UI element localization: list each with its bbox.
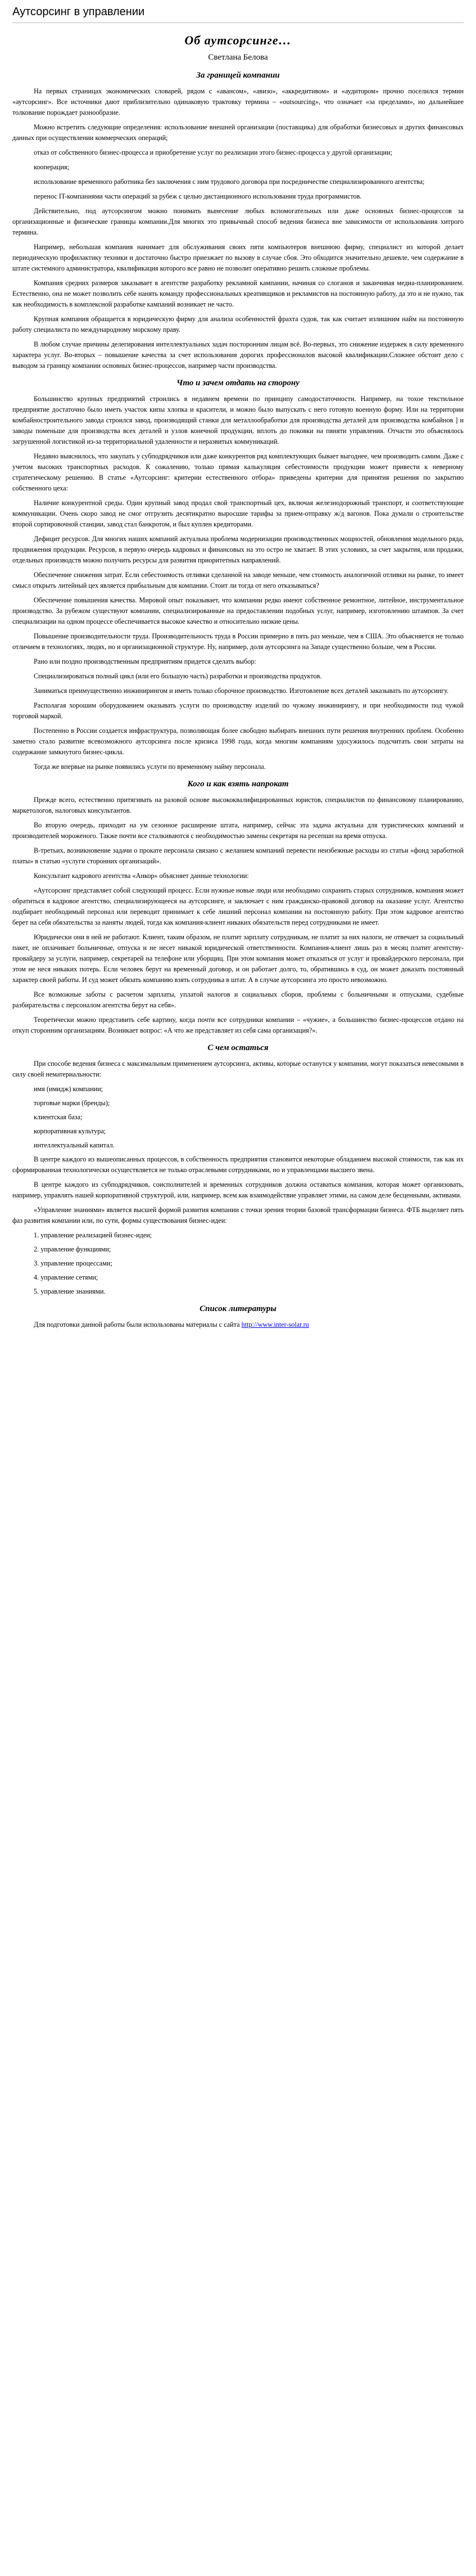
paragraph: В-третьих, возникновение задачи о прокате персонала связано с желанием компаний перевести неизбежные расходы из статьи «фонд заработной платы» в статью «услуги сторонних организаций». — [12, 846, 464, 865]
paragraph: Действительно, под аутсорсингом можно понимать вынесение любых вспомогательных или даже основных бизнес-процессов за организационные и физические границы компании.Для многих это привычный способ ведения бизнеса вне зависимости от использования хитрого термина. — [12, 207, 464, 236]
paragraph: Заниматься преимущественно инжинирингом и иметь только сборочное производство. Изготовление всех деталей заказывать по аутсорсингу. — [34, 687, 449, 695]
paragraph: кооперация; — [34, 163, 69, 171]
list-item: 2. управление функциями; — [34, 1245, 111, 1253]
paragraph: Все возможные заботы с расчетом зарплаты, уплатой налогов и социальных сборов, проблемы с больничными и отпусками, судебные разбирательства с персоналом агентства берут на себя». — [12, 990, 464, 1009]
paragraph: Юридически они в ней не работают. Клиент, таким образом, не платит зарплату сотрудникам, не платит за них налоги, не отвечает за социальный пакет, не оплачивает больничные, отпуска и не несет никакой юридической ответственности. Компания-клиент лишь раз в месяц платит агентству-провайдеру за услуги, например, секретарей на телефоне или уборщиц. При этом компания может отказаться от услуг и провайдерского персонала, при этом не неся никаких потерь. Если человек берут на временный договор, и он работает долго, то, обратившись в суд, он может доказать постоянный характер своей работы. И суд может обязать компанию взять сотрудника в штат. А в случае аутсорсинга это просто невозможно. — [12, 933, 464, 984]
paragraph: При способе ведения бизнеса с максимальным применением аутсорсинга, активы, которые останутся у компании, могут показаться невесомыми в силу своей нематериальности: — [12, 1060, 464, 1078]
paragraph: Большинство крупных предприятий строились в недавнем времени по принципу самодостаточности. Например, на тохое текстильное предприятие достаточно было иметь участок кипы хлопка и красители, и можно было выпускать с него готовую военную форму. Или на территории комбайностроительного завода строился завод, производящий станки для металлообработки для производства деталей для производства комбайнов ] и заводы поменьше для производства всех деталей и узлов конечной продукции, вплоть до поковки на пяняти управления. Отчасти это объяснялось загрушенной логистикой из-за территориальной удаленности и неразвитых коммуникаций. — [12, 395, 464, 445]
list-item: 3. управление процессами; — [34, 1259, 112, 1267]
paragraph: В центре каждого из вышеописанных процессов, в собственность предприятия становится некоторые обладанием высокой стоимости, так как их сформированная технологически осуществляется не только отраслевыми сотрудниками, но и управленцами высшего звена. — [12, 1155, 464, 1174]
paragraph: Во вторую очередь, приходит на ум сезонное расширение штата, например, сейчас эта задача актуальна для туристических компаний и производителей мороженого. Также почти все сталкиваются с необходимостью замены секретаря на ресепшн на время отпуска. — [12, 821, 464, 840]
paragraph: «Аутсорсинг представляет собой следующий процесс. Если нужные новые люди или необходимо сохранить старых сотрудников, компания может обратиться в кадровое агентство, специализирующееся на аутсорсинге, и заключает с ним гражданско-правовой договор на оказание услуг. Агентство подбирает необходимый персонал или переводит принимает к себе лишний персонал компании на постоянную работу. При этом кадровое агентство берет на себя обязательства за наняты людей, тогда как компания-клиент никаких обязательств перед сотрудниками не имеет. — [12, 886, 464, 926]
section-heading: С чем остаться — [207, 1043, 269, 1052]
paragraph: перенос IT-компаниями части операций за рубеж с целью дистанционного использования труда программистов. — [34, 192, 362, 200]
paragraph: Например, небольшая компания нанимает для обслуживания своих пяти компьютеров внешнюю фирму, специалист из которой делает периодическую профилактику техники и достаточно быстро приезжает по вызову в случае сбоя. Это обходится значительно дешевле, чем содержание в штате системного администратора, квалификация которого все равно не позволит оперативно решить сложные проблемы. — [12, 243, 464, 272]
list-item: 5. управление знаниями. — [34, 1287, 106, 1295]
paragraph: Прежде всего, естественно притягивать на разовой основе высококвалифицированных юристов, специалистов по финансовому планированию, маркетологов, налоговых консультантов. — [12, 796, 464, 814]
list-item: имя (имидж) компании; — [34, 1085, 103, 1093]
list-item: торговые марки (бренды); — [34, 1099, 110, 1107]
paragraph: Рано или поздно производственным предприятиям придется сделать выбор: — [34, 657, 256, 665]
section-heading: Что и зачем отдать на сторону — [176, 379, 300, 388]
paragraph: Постепенно в России создается инфраструктура, позволяющая более свободно выбирать внешних пути решения внутренних проблем. Особенно заметно стало развитие всевозможного аутсорсинга после кризиса 1998 года, когда многим компаниям удосужилось подсчитать свои затраты на содержание замкнутого бизнес-цикла. — [12, 727, 464, 756]
article-body — [12, 69, 464, 1330]
paragraph: Специализироваться полный цикл (или его большую часть) разработки и производства продуктов. — [34, 672, 322, 680]
article-title: Об аутсорсинге… — [184, 33, 292, 47]
section-heading: Кого и как взять напрокат — [187, 780, 289, 789]
list-item: 1. управление реализацией бизнес-идеи; — [34, 1231, 152, 1239]
paragraph: Наличие конкурентной среды. Один крупный завод продал свой транспортный цех, включая железнодорожный транспорт, и соответствующие коммуникации. Очень скоро завод не смог отгрузить десятикратно выросшие тарифы за прием-отправку ж/д вагонов. Пока думали о строительстве второй сортировочной станции, завод стал банкротом, и был куплен кредиторами. — [12, 499, 464, 528]
list-item: корпоративная культура; — [34, 1127, 106, 1135]
paragraph: Крупная компания обращается в юридическую фирму для анализа особенностей фрахта судов, так как считает излишним найм на постоянную работу специалиста по международному морскому праву. — [12, 315, 464, 334]
paragraph: Располагая хорошим оборудованием оказывать услуги по производству изделий по чужому инжинирингу, и при необходимости под чужой торговой маркой. — [12, 701, 464, 720]
paragraph: В центре каждого из субподрядчиков, соисполнителей и временных сотрудников должна оставаться компания, которая может организовать, например, управлять нашей корпоративной структурой, или, например, всем как взаимодействие управляет этими, на самом деле бесценными, активами. — [12, 1181, 464, 1199]
paragraph: Консультант кадрового агентства «Анкор» объясняет данные технологии: — [34, 872, 249, 880]
list-item: интеллектуальный капитал. — [34, 1141, 115, 1149]
paragraph: Можно встретить следующие определения: использование внешней организации (поставщика) для обработки бизнесовых и других финансовых данных при осуществлении коммерческих операций; — [12, 123, 464, 142]
article-author: Светлана Белова — [208, 53, 268, 62]
source-link[interactable]: http://www.inter-solar.ru — [241, 1321, 309, 1328]
paragraph: Теоретически можно представить себе картину, когда почти все сотрудники компании – «чужие», а большинство бизнес-процессов отдано на откуп сторонним организациям. Возникает вопрос: «А что же представляет из себя сама организация?». — [12, 1016, 464, 1034]
paragraph: Дефицит ресурсов. Для многих наших компаний актуальна проблема модернизации производственных мощностей, обновления модельного ряда, продвижения продукции. Ресурсов, в первую очередь кадровых и финансовых на это остро не хватает. В этих условиях, за счет закрытия, или продажи, отдельных производств можно получить ресурсы для развития приоритетных направлений. — [12, 535, 464, 564]
paragraph: Обеспечение повышения качества. Мировой опыт показывает, что компании редко имеют собственное ремонтное, литейное, инструментальное производство. За рубежом существуют компании, специализированные на предоставлении подобных услуг, например, изготовлению штампов. За счет специализации на одном процессе обеспечивается высокое качество и относительно низкие цены. — [12, 596, 464, 625]
paragraph: На первых страницах экономических словарей, рядом с «авансом», «авизо», «аккредитивом» и «аудитором» прочно поселился термин «аутсорсинг». Все источники дают приблизительно одинаковую трактовку термина – «outsourcing», что означает «за пределами», но дальнейшее толкование порождает разнообразие. — [12, 87, 464, 116]
section-heading: Список литературы — [200, 1304, 276, 1313]
document-header-title: Аутсорсинг в управлении — [12, 3, 464, 23]
paragraph: Недавно выяснилось, что закупать у субподрядчиков или даже конкурентов ряд комплектующих бывает выгоднее, чем производить самим. Даже с учетом высоких транспортных расходов. К сожалению, только прямая калькуляция себестоимости продукции может привести к неверному стратегическому решению. В статье «Аутсорсинг: критерии естественного отбора» приведены критерии для принятия решения по закрытию собственного цеха: — [12, 452, 464, 492]
paragraph: использование временного работника без заключения с ним трудового договора при посредничестве специализированного агентства; — [34, 178, 425, 186]
list-item: 4. управление сетями; — [34, 1273, 98, 1281]
paragraph: Компания средних размеров заказывает в агентстве разработку рекламной кампании, начиная со слоганов и заканчивая медиа-планированием. Естественно, она не может позволить себе нанять команду профессиональных креативщиков и рекламистов на постоянную работу, да это и не нужно, так как необходимость в комплексной разработке кампаний возникает не часто. — [12, 279, 464, 308]
paragraph: В любом случае причины делегирования интеллектуальных задач посторонним лицам всё. Во-первых, это снижение издержек в силу временного характера услуг. Во-вторых – повышение качества за счет использования дорогих профессионалов высокой квалификации.Сложнее обстоит дело с выводом за границу компании основных бизнес-процессов, например части производства. — [12, 340, 464, 370]
paragraph: Для подготовки данной работы были использованы материалы с сайта http://www.inter-solar.ru — [34, 1321, 309, 1328]
paragraph: отказ от собственного бизнес-процесса и приобретение услуг по реализации этого бизнес-процесса у другой организации; — [34, 148, 392, 156]
list-item: клиентская база; — [34, 1113, 83, 1121]
paragraph: Тогда же впервые на рынке появились услуги по временному найму персонала. — [34, 763, 266, 771]
paragraph: Повышение производительности труда. Производительность труда в России примерно в пять раз меньше, чем в США. Это объясняется не только отличием в технологиях, людях, но и организационной структуре. Ну, например, доля аутсорсинга на Западе существенно больше, чем в России. — [12, 632, 464, 651]
section-heading: За границей компании — [196, 71, 280, 80]
paragraph: «Управление знаниями» является высшей формой развития компании с точки зрения теории базовой трансформации бизнеса. ФТБ выделяет пять фаз развития компании или, по сути, формы существования бизнес-идеи: — [12, 1206, 464, 1224]
paragraph: Обеспечение снижения затрат. Если себестоимость отливки сделанной на заводе меньше, чем стоимость аналогичной отливки на рынке, то имеет смысл открыть литейный цех является прибыльным для компании. Стоит ли тогда от него отказываться? — [12, 571, 464, 589]
